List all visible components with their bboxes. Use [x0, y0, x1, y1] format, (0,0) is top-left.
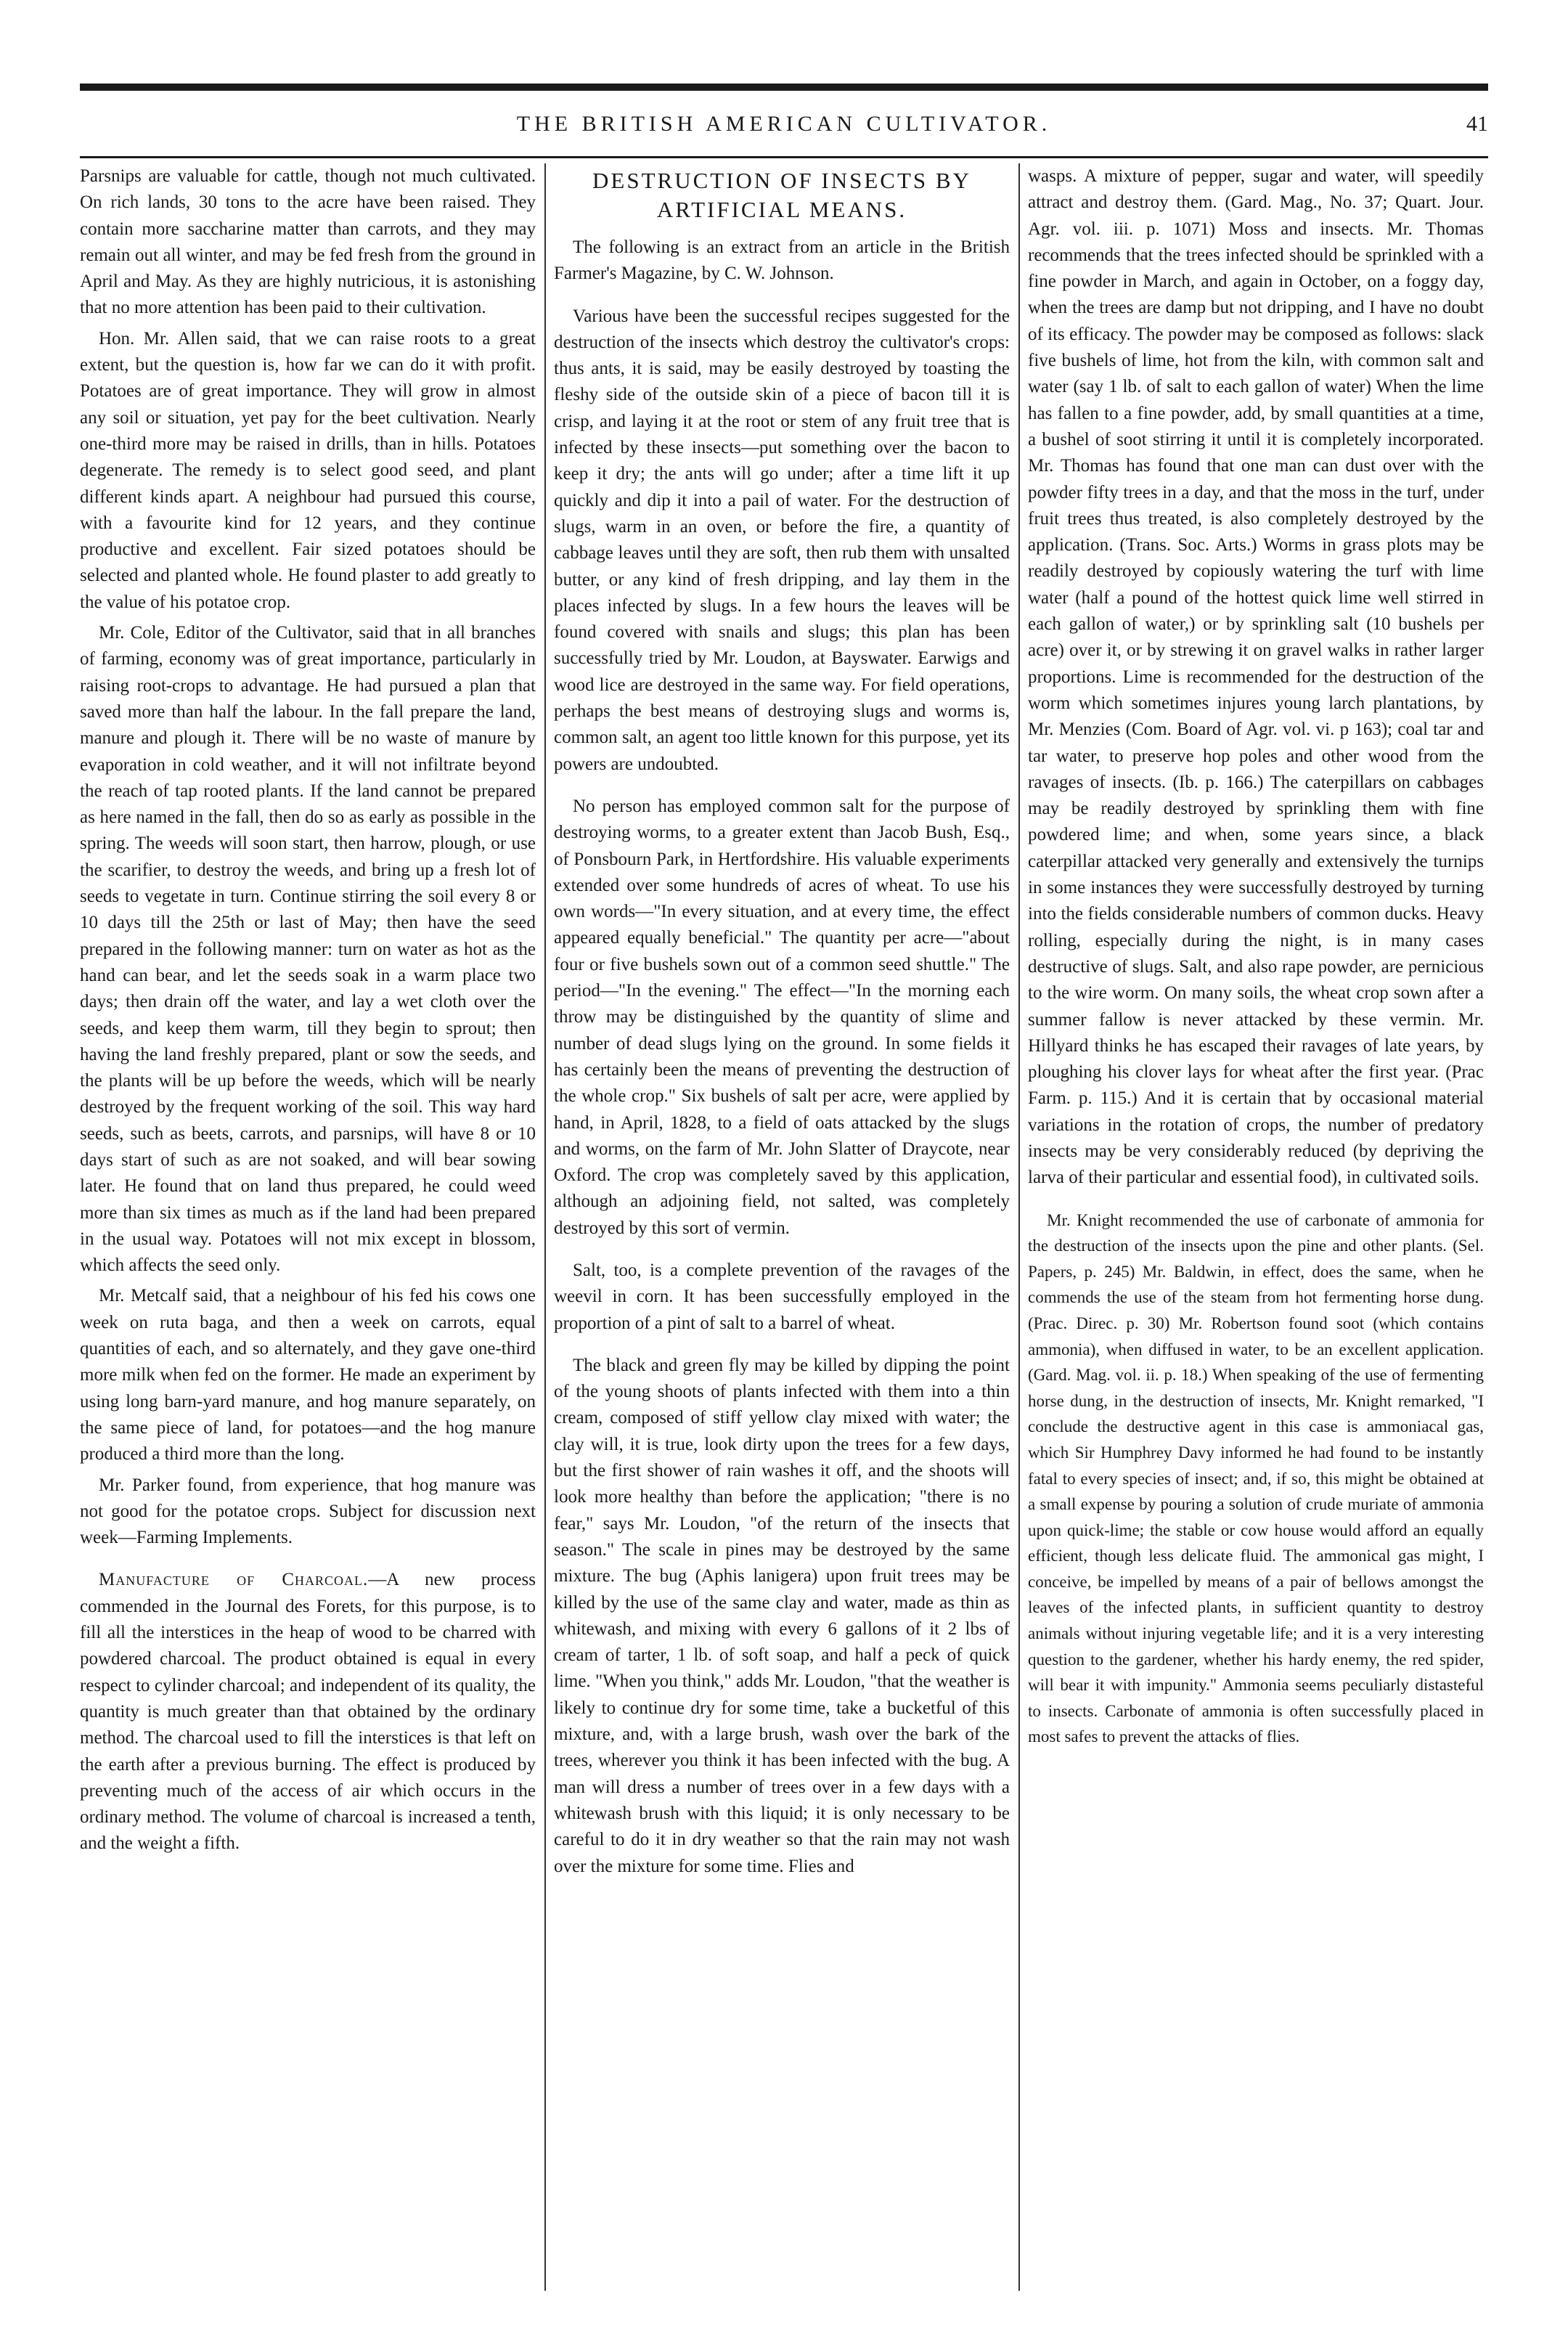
paragraph: wasps. A mixture of pepper, sugar and water, will speedily attract and destroy them. (Gard. Mag., No. 37; Quart. Jour. Agr. vol. iii. p. 1071) Moss and insects. Mr. Thomas recommends that the trees infected should be sprinkled with a fine powder in March, and again in October, on a foggy day, when the trees are damp but not dripping, and I have no doubt of its efficacy. The powder may be composed as follows: slack five bushels of lime, hot from the kiln, with common salt and water (say 1 lb. of salt to each gallon of water) When the lime has fallen to a fine powder, add, by small quantities at a time, a bushel of soot stirring it until it is completely incorporated. Mr. Thomas has found that one man can dust over with the powder fifty trees in a day, and that the moss in the turf, under fruit trees thus treated, is also completely destroyed by the application. (Trans. Soc. Arts.) Worms in grass plots may be readily destroyed by copiously watering the turf with lime water (half a pound of the hottest quick lime well stirred in each gallon of water,) or by sprinkling salt (10 bushels per acre) over it, or by strewing it on gravel walks in rather larger proportions. Lime is recommended for the destruction of the worm which sometimes injures young larch plantations, by Mr. Menzies (Com. Board of Agr. vol. vi. p 163); coal tar and tar water, to preserve hop poles and other wood from the ravages of insects. (Ib. p. 166.) The caterpillars on cabbages may be readily destroyed by sprinkling them with fine powdered lime; and when, some years since, a black caterpillar attacked very generally and extensively the turnips in some instances they were successfully destroyed by turning into the fields considerable numbers of common ducks. Heavy rolling, especially during the night, is in many cases destructive of slugs. Salt, and also rape powder, are pernicious to the wire worm. On many soils, the wheat crop sown after a summer fallow is never attacked by these vermin. Mr. Hillyard thinks he has escaped their ravages of late years, by ploughing his clover lays for wheat after the first year. (Prac Farm. p. 115.) And it is certain that by occasional material variations in the rotation of crops, the number of predatory insects may be very considerably reduced (by depriving the larva of their particular and essential food), in cultivated soils. [1028, 166, 1484, 1188]
paragraph: Mr. Parker found, from experience, that hog manure was not good for the potatoe crops. Subject for discussion next week—Farming Implements. [80, 1475, 536, 1548]
paragraph: Salt, too, is a complete prevention of the ravages of the weevil in corn. It has been successfully employed in the proportion of a pint of salt to a barrel of wheat. [554, 1260, 1010, 1333]
page-number: 41 [1466, 112, 1488, 136]
newspaper-page [80, 69, 1488, 2305]
column-middle [554, 163, 1010, 2291]
column-right [1028, 163, 1484, 2291]
paragraph: Mr. Cole, Editor of the Cultivator, said that in all branches of farming, economy was of great importance, particularly in raising root-crops to advantage. He had pursued a plan that saved more than half the labour. In the fall prepare the land, manure and plough it. There will be no waste of manure by evaporation in cold weather, and it will not infiltrate beyond the reach of tap rooted plants. If the land cannot be prepared as here named in the fall, then do so as early as possible in the spring. The weeds will soon start, then harrow, plough, or use the scarifier, to destroy the weeds, and bring up a fresh lot of seeds to vegetate in turn. Continue stirring the soil every 8 or 10 days till the 25th or last of May; then have the seed prepared in the following manner: turn on water as hot as the hand can bear, and let the seeds soak in a warm place two days; then drain off the water, and lay a wet cloth over the seeds, and keep them warm, till they begin to sprout; then having the land freshly prepared, plant or sow the seeds, and the plants will be up before the weeds, which will be nearly destroyed by the frequent working of the soil. This way hard seeds, such as beets, carrots, and parsnips, will have 8 or 10 days start of such as are not soaked, and will bear sowing later. He found that on land thus prepared, he could weed more than six times as much as if the land had been prepared in the usual way. Potatoes will not mix except in blossom, which affects the seed only. [80, 623, 536, 1276]
column-left [80, 163, 536, 2291]
paragraph: Parsnips are valuable for cattle, though not much cultivated. On rich lands, 30 tons to the acre have been raised. They contain more saccharine matter than carrots, and they may remain out all winter, and may be fed fresh from the ground in April and May. As they are highly nutricious, it is astonishing that no more attention has been paid to their cultivation. [80, 166, 536, 318]
paragraph: Mr. Metcalf said, that a neighbour of his fed his cows one week on ruta baga, and then a week on carrots, equal quantities of each, and so alternately, and they gave one-third more milk when fed on the former. He made an experiment by using long barn-yard manure, and hog manure separately, on the same piece of land, for potatoes—and the hog manure produced a third more than the long. [80, 1286, 536, 1465]
paragraph: No person has employed common salt for the purpose of destroying worms, to a greater extent than Jacob Bush, Esq., of Ponsbourn Park, in Hertfordshire. His valuable experiments extended over some hundreds of acres of wheat. To use his own words—"In every situation, and at every time, the effect appeared equally beneficial." The quantity per acre—"about four or five bushels sown out of a common seed shuttle." The period—"In the evening." The effect—"In the morning each throw may be distinguished by the quantity of slime and number of dead slugs lying on the ground. In some fields it has certainly been the means of preventing the destruction of the whole crop." Six bushels of salt per acre, were applied by hand, in April, 1828, to a field of oats attacked by the slugs and worms, on the farm of Mr. John Slatter of Draycote, near Oxford. The crop was completely saved by this application, although an adjoining field, not salted, was completely destroyed by this sort of vermin. [554, 796, 1010, 1238]
section-gap [554, 292, 1010, 304]
top-rule [80, 84, 1488, 91]
article-heading: DESTRUCTION OF INSECTS BY ARTIFICIAL MEANS. [592, 168, 971, 222]
column-divider [544, 163, 546, 2291]
section-gap [554, 782, 1010, 794]
header-rule [80, 156, 1488, 158]
section-gap [554, 1246, 1010, 1258]
paragraph: The following is an extract from an article in the British Farmer's Magazine, by C. W. Johnson. [554, 237, 1010, 284]
paragraph: Hon. Mr. Allen said, that we can raise roots to a great extent, but the question is, how far we can do it with profit. Potatoes are of great importance. They will grow in almost any soil or situation, yet pay for the beet cultivation. Nearly one-third more may be raised in drills, than in hills. Potatoes degenerate. The remedy is to select good seed, and plant different kinds apart. A neighbour had pursued this course, with a favourite kind for 12 years, and they continue productive and excellent. Fair sized potatoes should be selected and planted whole. He found plaster to add greatly to the value of his potatoe crop. [80, 328, 536, 612]
section-gap [554, 1341, 1010, 1353]
section-gap [80, 1555, 536, 1567]
paragraph: Mr. Knight recommended the use of carbonate of ammonia for the destruction of the insects upon the pine and other plants. (Sel. Papers, p. 245) Mr. Baldwin, in effect, does the same, when he commends the use of the steam from hot fermenting horse dung. (Prac. Direc. p. 30) Mr. Robertson found soot (which contains ammonia), when diffused in water, to be an excellent application. (Gard. Mag. vol. ii. p. 18.) When speaking of the use of fermenting horse dung, in the destruction of insects, Mr. Knight remarked, "I conclude the destructive agent in this case is ammoniacal gas, which Sir Humphrey Davy informed he had found to be instantly fatal to every species of insect; and, if so, this might be obtained at a small expense by pouring a solution of crude muriate of ammonia upon quick-lime; the stable or cow house would afford an equally efficient, though less delicate fluid. The ammonical gas might, I conceive, be impelled by means of a pair of bellows amongst the leaves of the infected plants, in sufficient quantity to destroy animals without injuring vegetable life; and it is a very interesting question to the gardener, whether his hardy enemy, the red spider, will bear it with impunity." Ammonia seems peculiarly distasteful to insects. Carbonate of ammonia is often successfully placed in most safes to prevent the attacks of flies. [1028, 1210, 1484, 1746]
paragraph [80, 1567, 536, 1857]
article-lead: Manufacture of Charcoal. [99, 1570, 369, 1590]
running-title: THE BRITISH AMERICAN CULTIVATOR. [516, 112, 1052, 136]
column-divider [1018, 163, 1020, 2291]
page-header [80, 101, 1488, 147]
paragraph: The black and green fly may be killed by dipping the point of the young shoots of plants infected with them into a thin cream, composed of stiff yellow clay mixed with water; the clay will, it is true, look dirty upon the trees for a few days, but the first shower of rain washes it off, and the shoots will look more healthy than before the application; "there is no fear," says Mr. Loudon, "of the return of the insects that season." The scale in pines may be destroyed by the same mixture. The bug (Aphis lanigera) upon fruit trees may be killed by the use of the same clay and water, made as thin as whitewash, and mixing with every 6 gallons of it 2 lbs of cream of tarter, 1 lb. of soft soap, and half a peck of quick lime. "When you think," adds Mr. Loudon, "that the weather is likely to continue dry for some time, take a bucketful of this mixture, and, with a large brush, wash over the bark of the trees, wherever you think it has been infected with the bug. A man will dress a number of trees over in a few days with a whitewash brush with this liquid; it is only necessary to be careful to do it in dry weather so that the rain may not wash over the mixture for some time. Flies and [554, 1355, 1010, 1876]
section-gap [1028, 1196, 1484, 1207]
paragraph-text: —A new process commended in the Journal des Forets, for this purpose, is to fill all the interstices in the heap of wood to be charred with powdered charcoal. The product obtained is equal in every respect to cylinder charcoal; and independent of its quality, the quantity is much greater than that obtained by the ordinary method. The charcoal used to fill the interstices is that left on the earth after a previous burning. The effect is produced by preventing much of the access of air which occurs in the ordinary method. The volume of charcoal is increased a tenth, and the weight a fifth. [80, 1570, 536, 1854]
paragraph: Various have been the successful recipes suggested for the destruction of the insects which destroy the cultivator's crops: thus ants, it is said, may be easily destroyed by toasting the fleshy side of the outside skin of a piece of bacon till it is crisp, and laying it at the root or stem of any fruit tree that is infected by these insects—put something over the bacon to keep it dry; the ants will go under; after a time lift it up quickly and dip it into a pail of water. For the destruction of slugs, warm in an oven, or before the fire, a quantity of cabbage leaves until they are soft, then rub them with unsalted butter, or any kind of fresh dripping, and lay them in the places infected by slugs. In a few hours the leaves will be found covered with snails and slugs; this plan has been successfully tried by Mr. Loudon, at Bayswater. Earwigs and wood lice are destroyed in the same way. For field operations, perhaps the best means of destroying slugs and worms is, common salt, an agent too little known for this purpose, yet its powers are undoubted. [554, 306, 1010, 774]
